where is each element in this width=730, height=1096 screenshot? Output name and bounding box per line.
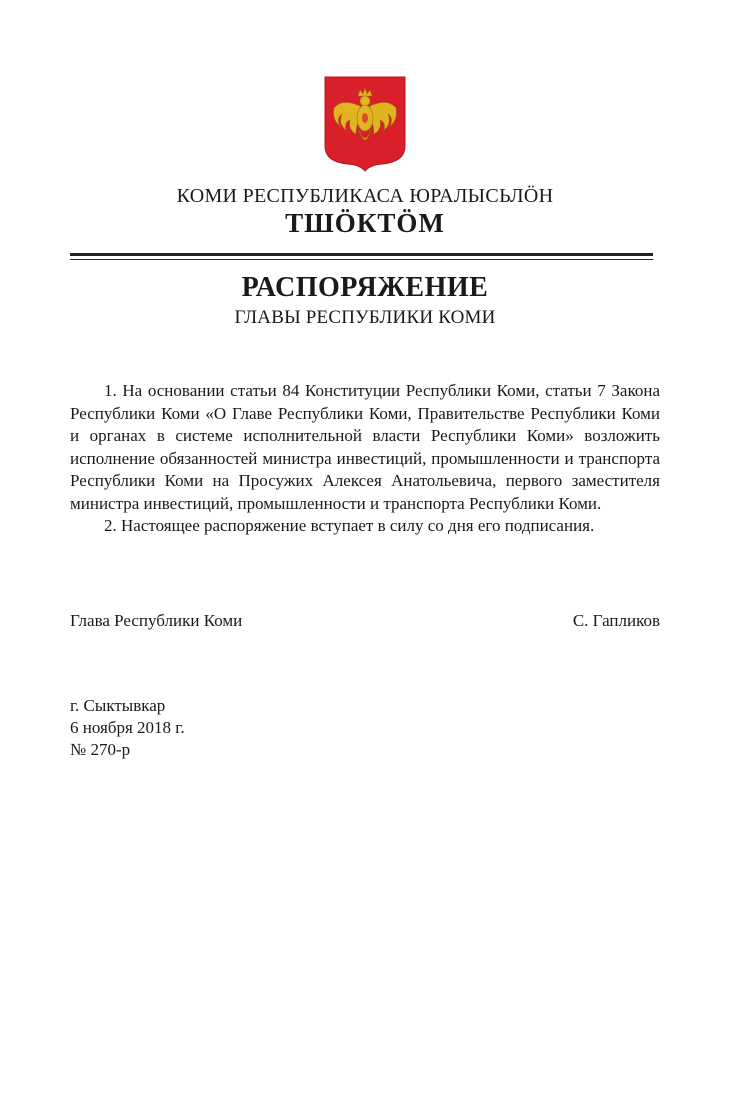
footer-number: № 270-р — [70, 740, 131, 759]
footer-date: 6 ноября 2018 г. — [70, 718, 185, 737]
paragraph-1: 1. На основании статьи 84 Конституции Республики Коми, статьи 7 Закона Республики Коми «О Главе Республики Коми, Правительстве Республики Коми и органах в системе исполнительной власти Республики Коми» возложить исполнение обязанностей министра инвестиций, промышленности и транспорта Республики Коми на Просужих Алексея Анатольевича, первого заместителя министра инвестиций, промышленности и транспорта Республики Коми. — [70, 381, 660, 513]
footer-city: г. Сыктывкар — [70, 696, 166, 715]
header-divider-thick — [70, 253, 653, 256]
header-organization: КОМИ РЕСПУБЛИКАСА ЮРАЛЫСЬЛӦН — [176, 185, 554, 207]
document-type: РАСПОРЯЖЕНИЕ — [241, 272, 489, 303]
signatory-position: Глава Республики Коми — [70, 611, 243, 630]
paragraph-2: 2. Настоящее распоряжение вступает в силу со дня его подписания. — [104, 516, 595, 535]
header-title: ТШӦКТӦМ — [285, 208, 445, 238]
header-divider-thin — [70, 259, 653, 260]
document-body — [70, 380, 660, 538]
komi-coat-of-arms-icon — [324, 76, 406, 172]
document-issuer: ГЛАВЫ РЕСПУБЛИКИ КОМИ — [234, 307, 496, 328]
document-footer — [70, 695, 185, 761]
signatory-name: С. Гапликов — [572, 611, 660, 630]
signature-block — [70, 611, 660, 631]
